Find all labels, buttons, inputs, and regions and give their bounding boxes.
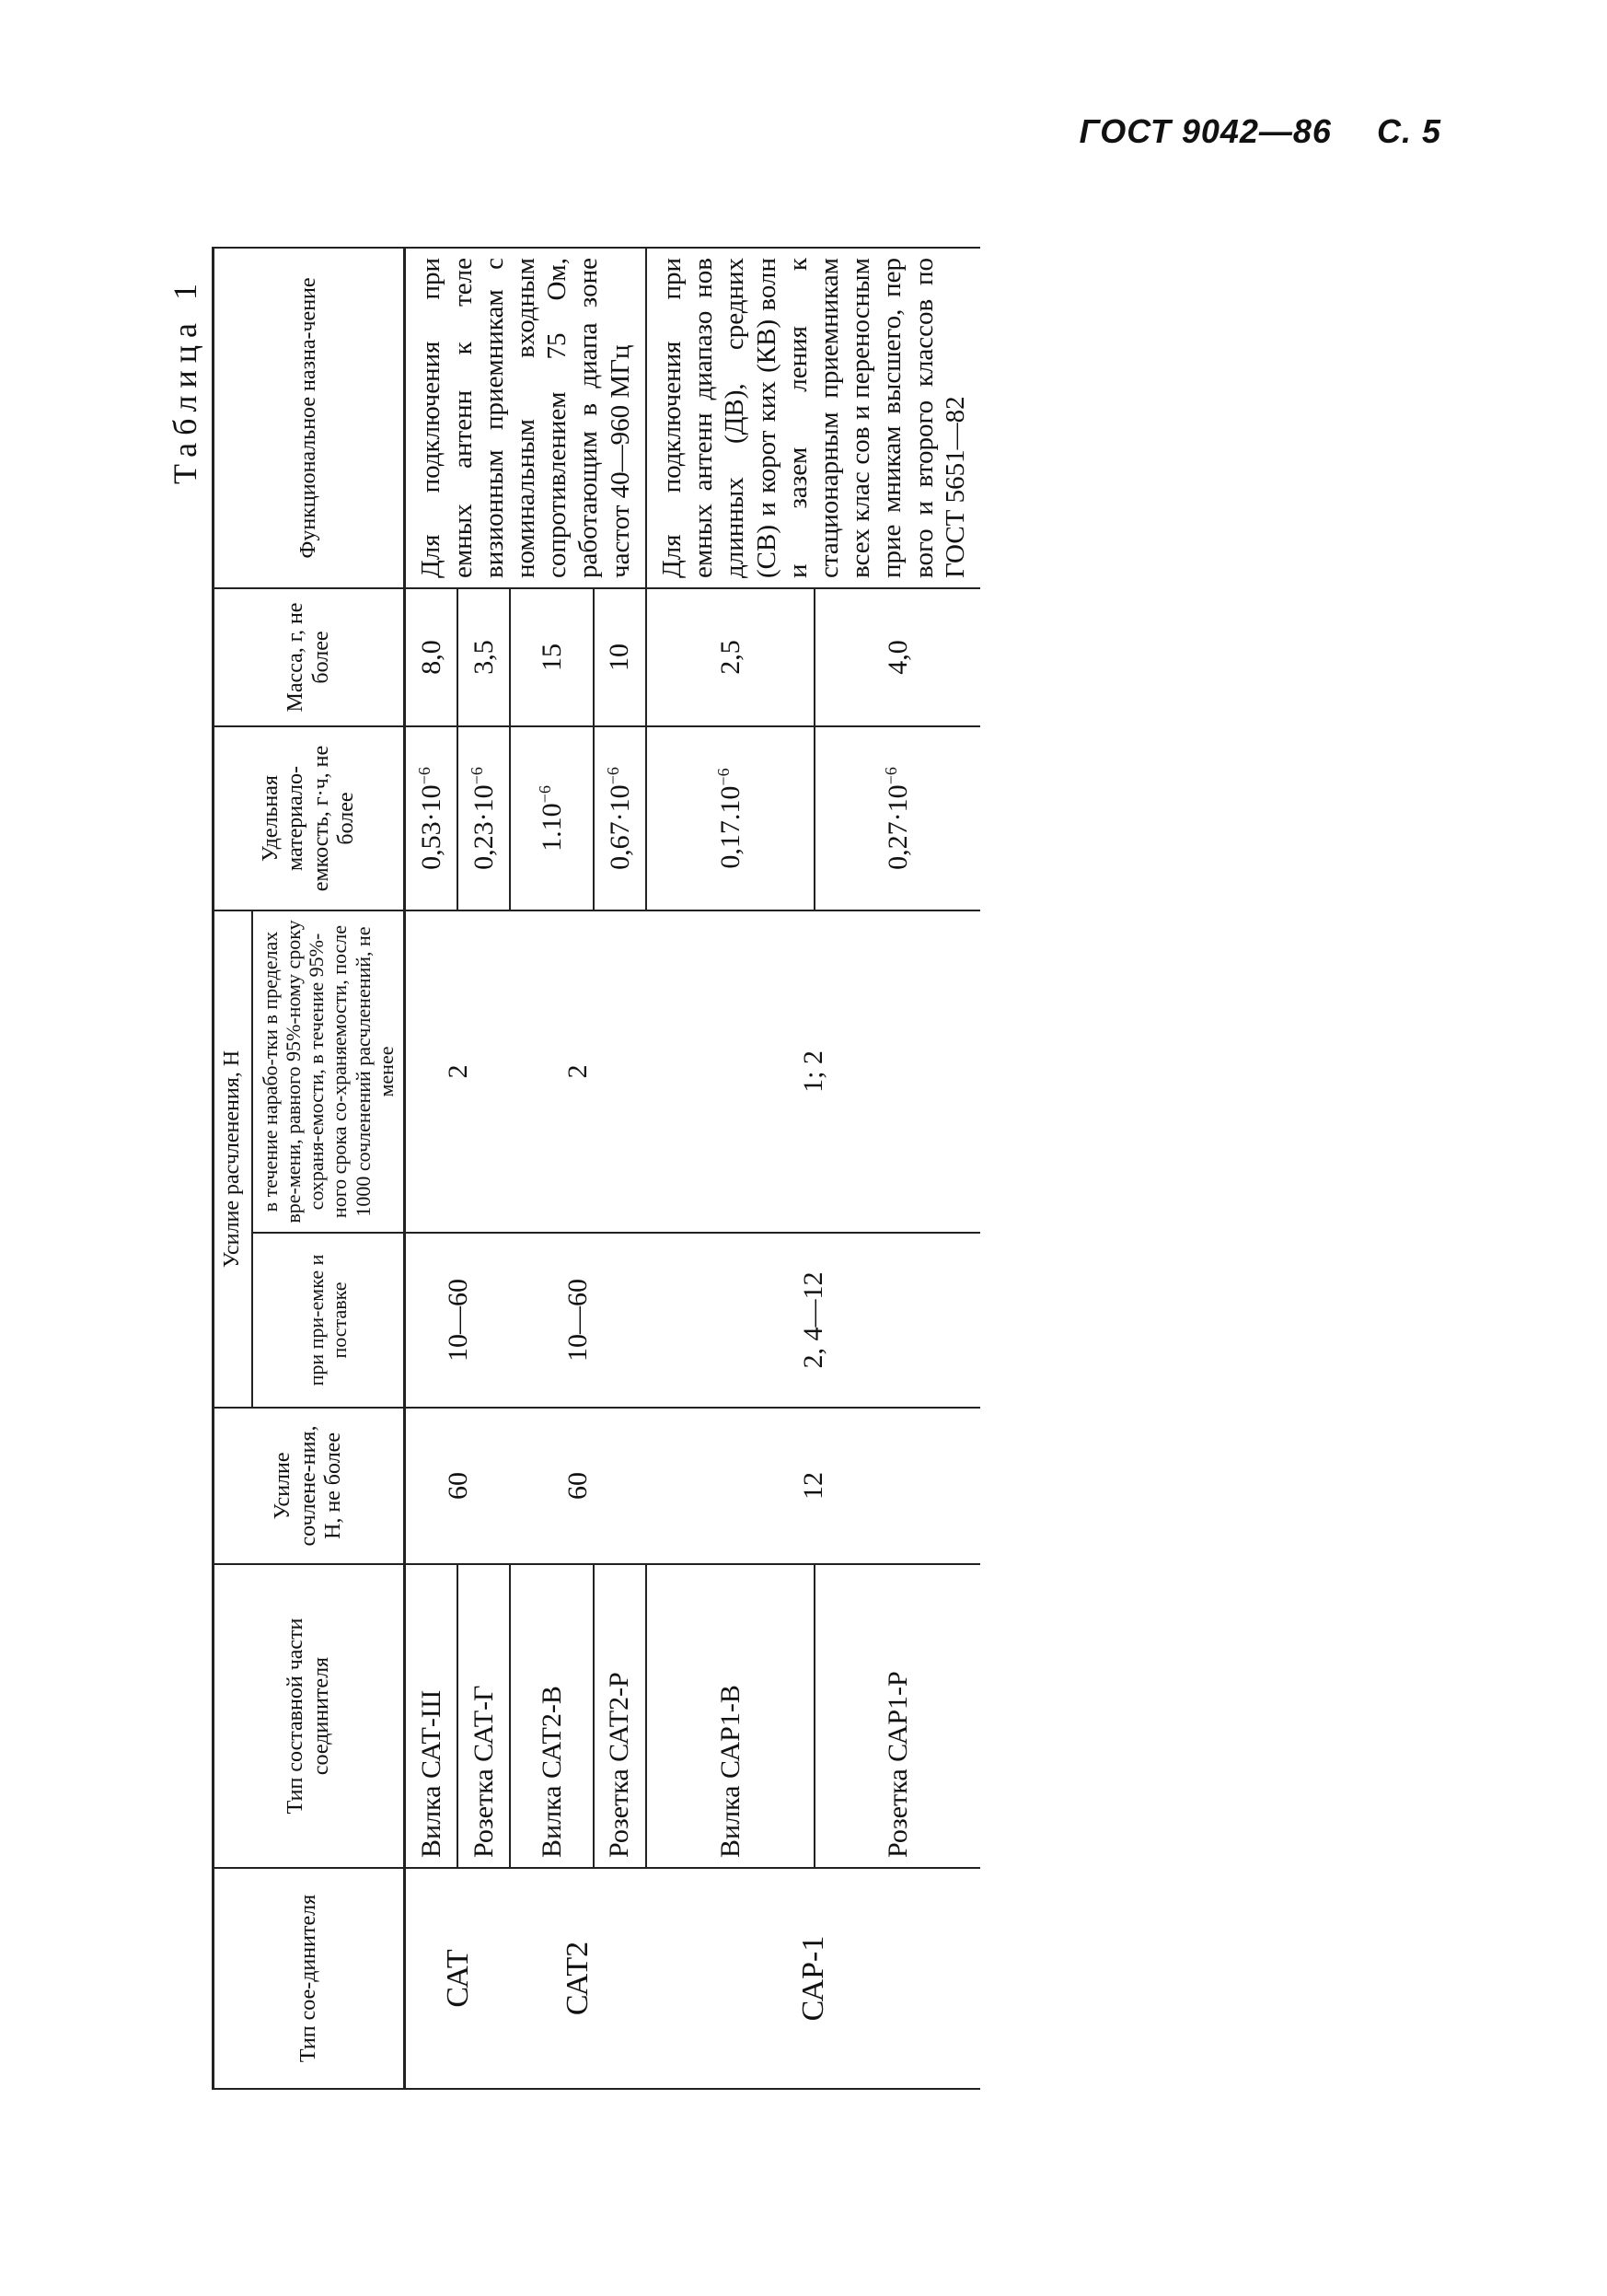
header-material-intensity: Удельная материало-емкость, г·ч, не более <box>214 726 405 910</box>
separation-operation-cell: 2 <box>510 910 646 1233</box>
material-intensity-cell <box>457 726 510 910</box>
part-name-cell: Розетка САР1-Р <box>815 1564 980 1868</box>
mass-cell: 4,0 <box>815 588 980 726</box>
part-name-cell: Вилка САТ-Ш <box>405 1564 458 1868</box>
part-name-cell: Розетка САТ2-Р <box>594 1564 646 1868</box>
separation-acceptance-cell: 2, 4—12 <box>646 1233 980 1408</box>
page-number: С. 5 <box>1376 112 1441 150</box>
connector-cell: САТ <box>405 1868 511 2089</box>
material-intensity-cell <box>510 726 594 910</box>
rotated-table-wrapper <box>167 249 1436 2090</box>
material-value: 0,17.10 <box>715 785 746 869</box>
mating-force-cell: 12 <box>646 1408 980 1564</box>
header-part-type: Тип составной части соединителя <box>214 1564 405 1868</box>
function-cell: Для подключения при емных антенн к теле визионным приемникам с номинальным входным сопротивлением 75 Ом, работающим в диапа зоне частот 40—960 МГц <box>405 248 646 588</box>
header-mass: Масса, г, не более <box>214 588 405 726</box>
material-value: 0,53·10 <box>416 784 447 870</box>
mating-force-cell: 60 <box>510 1408 646 1564</box>
material-intensity-cell <box>594 726 646 910</box>
material-exponent: −6 <box>714 768 733 786</box>
separation-operation-cell: 1; 2 <box>646 910 980 1233</box>
part-name-cell: Розетка САТ-Г <box>457 1564 510 1868</box>
header-separation-operation: в течение нарабо-тки в пределах вре-мени, равного 95%-ному сроку сохраня-емости, в течение 95%-ного срока со-храняемости, после 1000 сочленений расчленений, не менее <box>252 910 405 1233</box>
material-intensity-cell <box>646 726 815 910</box>
header-separation-acceptance: при при-емке и поставке <box>252 1233 405 1408</box>
separation-operation-cell: 2 <box>405 910 511 1233</box>
mass-cell: 10 <box>594 588 646 726</box>
mass-cell: 3,5 <box>457 588 510 726</box>
material-value: 1.10 <box>537 803 568 852</box>
function-cell: Для подключения при емных антенн диапазо нов длинных (ДВ), средних (СВ) и корот ких (КВ) волн и зазем ления к стационарным приемникам всех клас сов и переносным прие мникам высшего, пер вого и второго классов по ГОСТ 5651—82 <box>646 248 980 588</box>
standard-number: ГОСТ 9042—86 <box>1079 112 1332 150</box>
specification-table <box>212 247 980 2090</box>
material-value: 0,67·10 <box>604 784 635 870</box>
table-row <box>646 248 815 2089</box>
header-connector-type: Тип сое-динителя <box>214 1868 405 2089</box>
separation-acceptance-cell: 10—60 <box>510 1233 646 1408</box>
separation-acceptance-cell: 10—60 <box>405 1233 511 1408</box>
material-intensity-cell <box>405 726 458 910</box>
header-function: Функциональное назна-чение <box>214 248 405 588</box>
material-intensity-cell <box>815 726 980 910</box>
part-name-cell: Вилка САР1-В <box>646 1564 815 1868</box>
mass-cell: 15 <box>510 588 594 726</box>
connector-cell: САТ2 <box>510 1868 646 2089</box>
table-row <box>405 248 458 2089</box>
page-header <box>1080 112 1441 151</box>
mating-force-cell: 60 <box>405 1408 511 1564</box>
part-name-cell: Вилка САТ2-В <box>510 1564 594 1868</box>
material-value: 0,27·10 <box>883 784 914 870</box>
material-exponent: −6 <box>882 767 901 785</box>
material-exponent: −6 <box>536 785 555 804</box>
connector-cell: САР-1 <box>646 1868 980 2089</box>
table-caption: Таблица 1 <box>167 276 203 484</box>
header-mating-force: Усилие сочлене-ния, Н, не более <box>214 1408 405 1564</box>
mass-cell: 2,5 <box>646 588 815 726</box>
mass-cell: 8,0 <box>405 588 458 726</box>
material-value: 0,23·10 <box>468 784 500 870</box>
material-exponent: −6 <box>415 767 434 785</box>
header-separation-force: Усилие расчленения, Н <box>214 910 252 1408</box>
material-exponent: −6 <box>603 767 622 785</box>
material-exponent: −6 <box>468 767 487 785</box>
